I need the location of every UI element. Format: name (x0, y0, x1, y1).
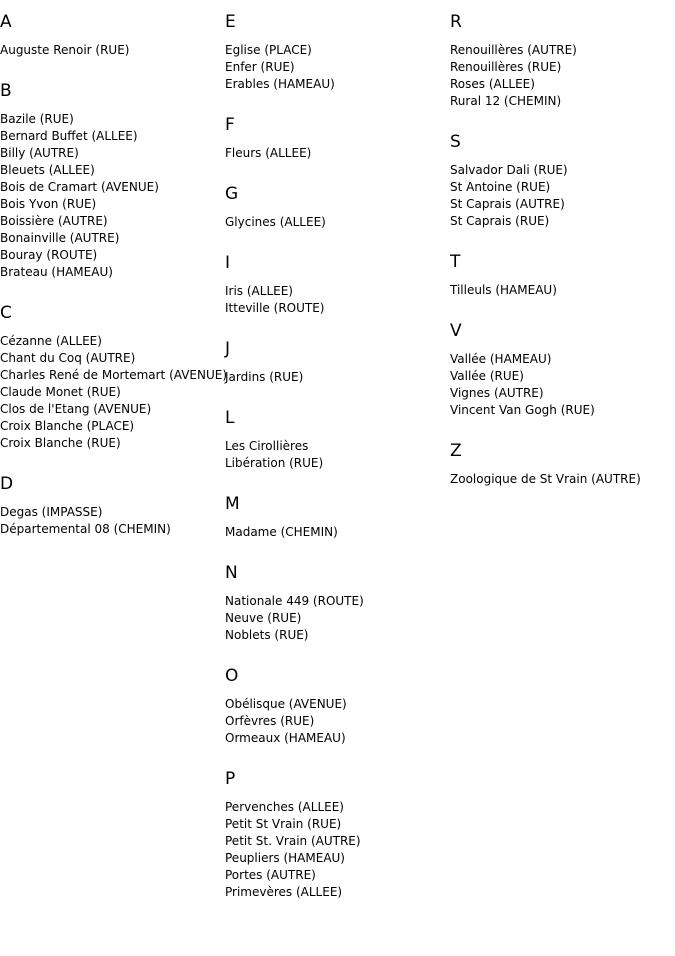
street-item: Tilleuls (HAMEAU) (450, 283, 557, 297)
street-list (450, 471, 675, 488)
street-item: Fleurs (ALLEE) (225, 146, 312, 160)
street-item: Portes (AUTRE) (225, 868, 316, 882)
letter-group-b (0, 81, 225, 281)
street-item: Croix Blanche (RUE) (0, 436, 121, 450)
street-item: Rural 12 (CHEMIN) (450, 94, 562, 108)
street-item: Roses (ALLEE) (450, 77, 535, 91)
street-list (225, 42, 450, 93)
letter-group-i (225, 253, 450, 317)
street-item: Vignes (AUTRE) (450, 386, 544, 400)
letter-group-n (225, 563, 450, 644)
street-item: Départemental 08 (CHEMIN) (0, 522, 171, 536)
street-item: Claude Monet (RUE) (0, 385, 121, 399)
street-item: Nationale 449 (ROUTE) (225, 594, 364, 608)
street-item: Bernard Buffet (ALLEE) (0, 129, 138, 143)
street-item: Vallée (HAMEAU) (450, 352, 552, 366)
letter-heading: I (225, 253, 231, 273)
letter-group-r (450, 12, 675, 110)
letter-heading: A (0, 12, 12, 32)
street-item: Glycines (ALLEE) (225, 215, 326, 229)
street-list (450, 282, 675, 299)
letter-group-m (225, 494, 450, 541)
letter-heading: P (225, 769, 236, 789)
letter-heading: T (450, 252, 461, 272)
street-item: Pervenches (ALLEE) (225, 800, 344, 814)
street-item: Bazile (RUE) (0, 112, 74, 126)
letter-heading: J (225, 339, 231, 359)
letter-group-p (225, 769, 450, 901)
letter-heading: S (450, 132, 461, 152)
letter-group-j (225, 339, 450, 386)
street-list (225, 524, 450, 541)
letter-heading: E (225, 12, 236, 32)
street-item: Croix Blanche (PLACE) (0, 419, 135, 433)
street-item: Vincent Van Gogh (RUE) (450, 403, 595, 417)
street-list (0, 42, 225, 59)
street-item: Itteville (ROUTE) (225, 301, 325, 315)
street-item: Renouillères (AUTRE) (450, 43, 577, 57)
letter-group-f (225, 115, 450, 162)
letter-heading: D (0, 474, 14, 494)
street-index-column (450, 12, 675, 510)
letter-group-v (450, 321, 675, 419)
street-item: Degas (IMPASSE) (0, 505, 103, 519)
street-list (225, 696, 450, 747)
street-item: Enfer (RUE) (225, 60, 295, 74)
street-item: Charles René de Mortemart (AVENUE) (0, 368, 228, 382)
letter-heading: L (225, 408, 235, 428)
street-item: Cézanne (ALLEE) (0, 334, 102, 348)
street-item: Clos de l'Etang (AVENUE) (0, 402, 152, 416)
letter-group-a (0, 12, 225, 59)
street-item: Ormeaux (HAMEAU) (225, 731, 346, 745)
letter-group-z (450, 441, 675, 488)
street-item: Billy (AUTRE) (0, 146, 79, 160)
street-item: Petit St. Vrain (AUTRE) (225, 834, 361, 848)
street-item: Libération (RUE) (225, 456, 324, 470)
street-item: Bois de Cramart (AVENUE) (0, 180, 159, 194)
street-item: St Caprais (RUE) (450, 214, 550, 228)
street-index-column (0, 12, 228, 560)
letter-heading: R (450, 12, 462, 32)
street-item: Bonainville (AUTRE) (0, 231, 120, 245)
street-item: Eglise (PLACE) (225, 43, 312, 57)
street-list (225, 593, 450, 644)
street-item: Boissière (AUTRE) (0, 214, 108, 228)
street-list (225, 369, 450, 386)
letter-group-d (0, 474, 225, 538)
street-item: Auguste Renoir (RUE) (0, 43, 130, 57)
street-list (450, 162, 675, 230)
street-item: Jardins (RUE) (225, 370, 304, 384)
street-item: Madame (CHEMIN) (225, 525, 338, 539)
street-list (0, 333, 228, 452)
street-item: Zoologique de St Vrain (AUTRE) (450, 472, 641, 486)
street-item: Orfèvres (RUE) (225, 714, 315, 728)
letter-heading: M (225, 494, 240, 514)
street-list (225, 799, 450, 901)
street-list (225, 283, 450, 317)
street-item: Bois Yvon (RUE) (0, 197, 97, 211)
letter-group-e (225, 12, 450, 93)
street-item: Peupliers (HAMEAU) (225, 851, 345, 865)
street-item: Petit St Vrain (RUE) (225, 817, 342, 831)
letter-heading: C (0, 303, 12, 323)
street-item: Bleuets (ALLEE) (0, 163, 95, 177)
street-list (450, 351, 675, 419)
street-item: Bouray (ROUTE) (0, 248, 98, 262)
street-item: Neuve (RUE) (225, 611, 302, 625)
street-item: Chant du Coq (AUTRE) (0, 351, 136, 365)
letter-heading: F (225, 115, 235, 135)
street-index-column (225, 12, 450, 923)
street-list (225, 145, 450, 162)
street-item: St Antoine (RUE) (450, 180, 551, 194)
street-item: Iris (ALLEE) (225, 284, 293, 298)
street-item: Brateau (HAMEAU) (0, 265, 113, 279)
letter-heading: G (225, 184, 239, 204)
street-list (225, 438, 450, 472)
letter-group-s (450, 132, 675, 230)
street-list (225, 214, 450, 231)
letter-group-g (225, 184, 450, 231)
street-list (0, 504, 225, 538)
letter-group-c (0, 303, 228, 452)
letter-heading: N (225, 563, 238, 583)
letter-heading: V (450, 321, 462, 341)
street-item: Salvador Dali (RUE) (450, 163, 568, 177)
street-list (450, 42, 675, 110)
letter-group-l (225, 408, 450, 472)
street-item: Renouillères (RUE) (450, 60, 562, 74)
letter-heading: Z (450, 441, 462, 461)
letter-heading: B (0, 81, 12, 101)
letter-group-t (450, 252, 675, 299)
street-item: Obélisque (AVENUE) (225, 697, 347, 711)
street-item: Erables (HAMEAU) (225, 77, 335, 91)
street-item: Les Cirollières (225, 439, 309, 453)
letter-heading: O (225, 666, 239, 686)
street-item: Noblets (RUE) (225, 628, 309, 642)
street-item: Primevères (ALLEE) (225, 885, 343, 899)
street-item: Vallée (RUE) (450, 369, 524, 383)
street-item: St Caprais (AUTRE) (450, 197, 565, 211)
letter-group-o (225, 666, 450, 747)
street-list (0, 111, 225, 281)
